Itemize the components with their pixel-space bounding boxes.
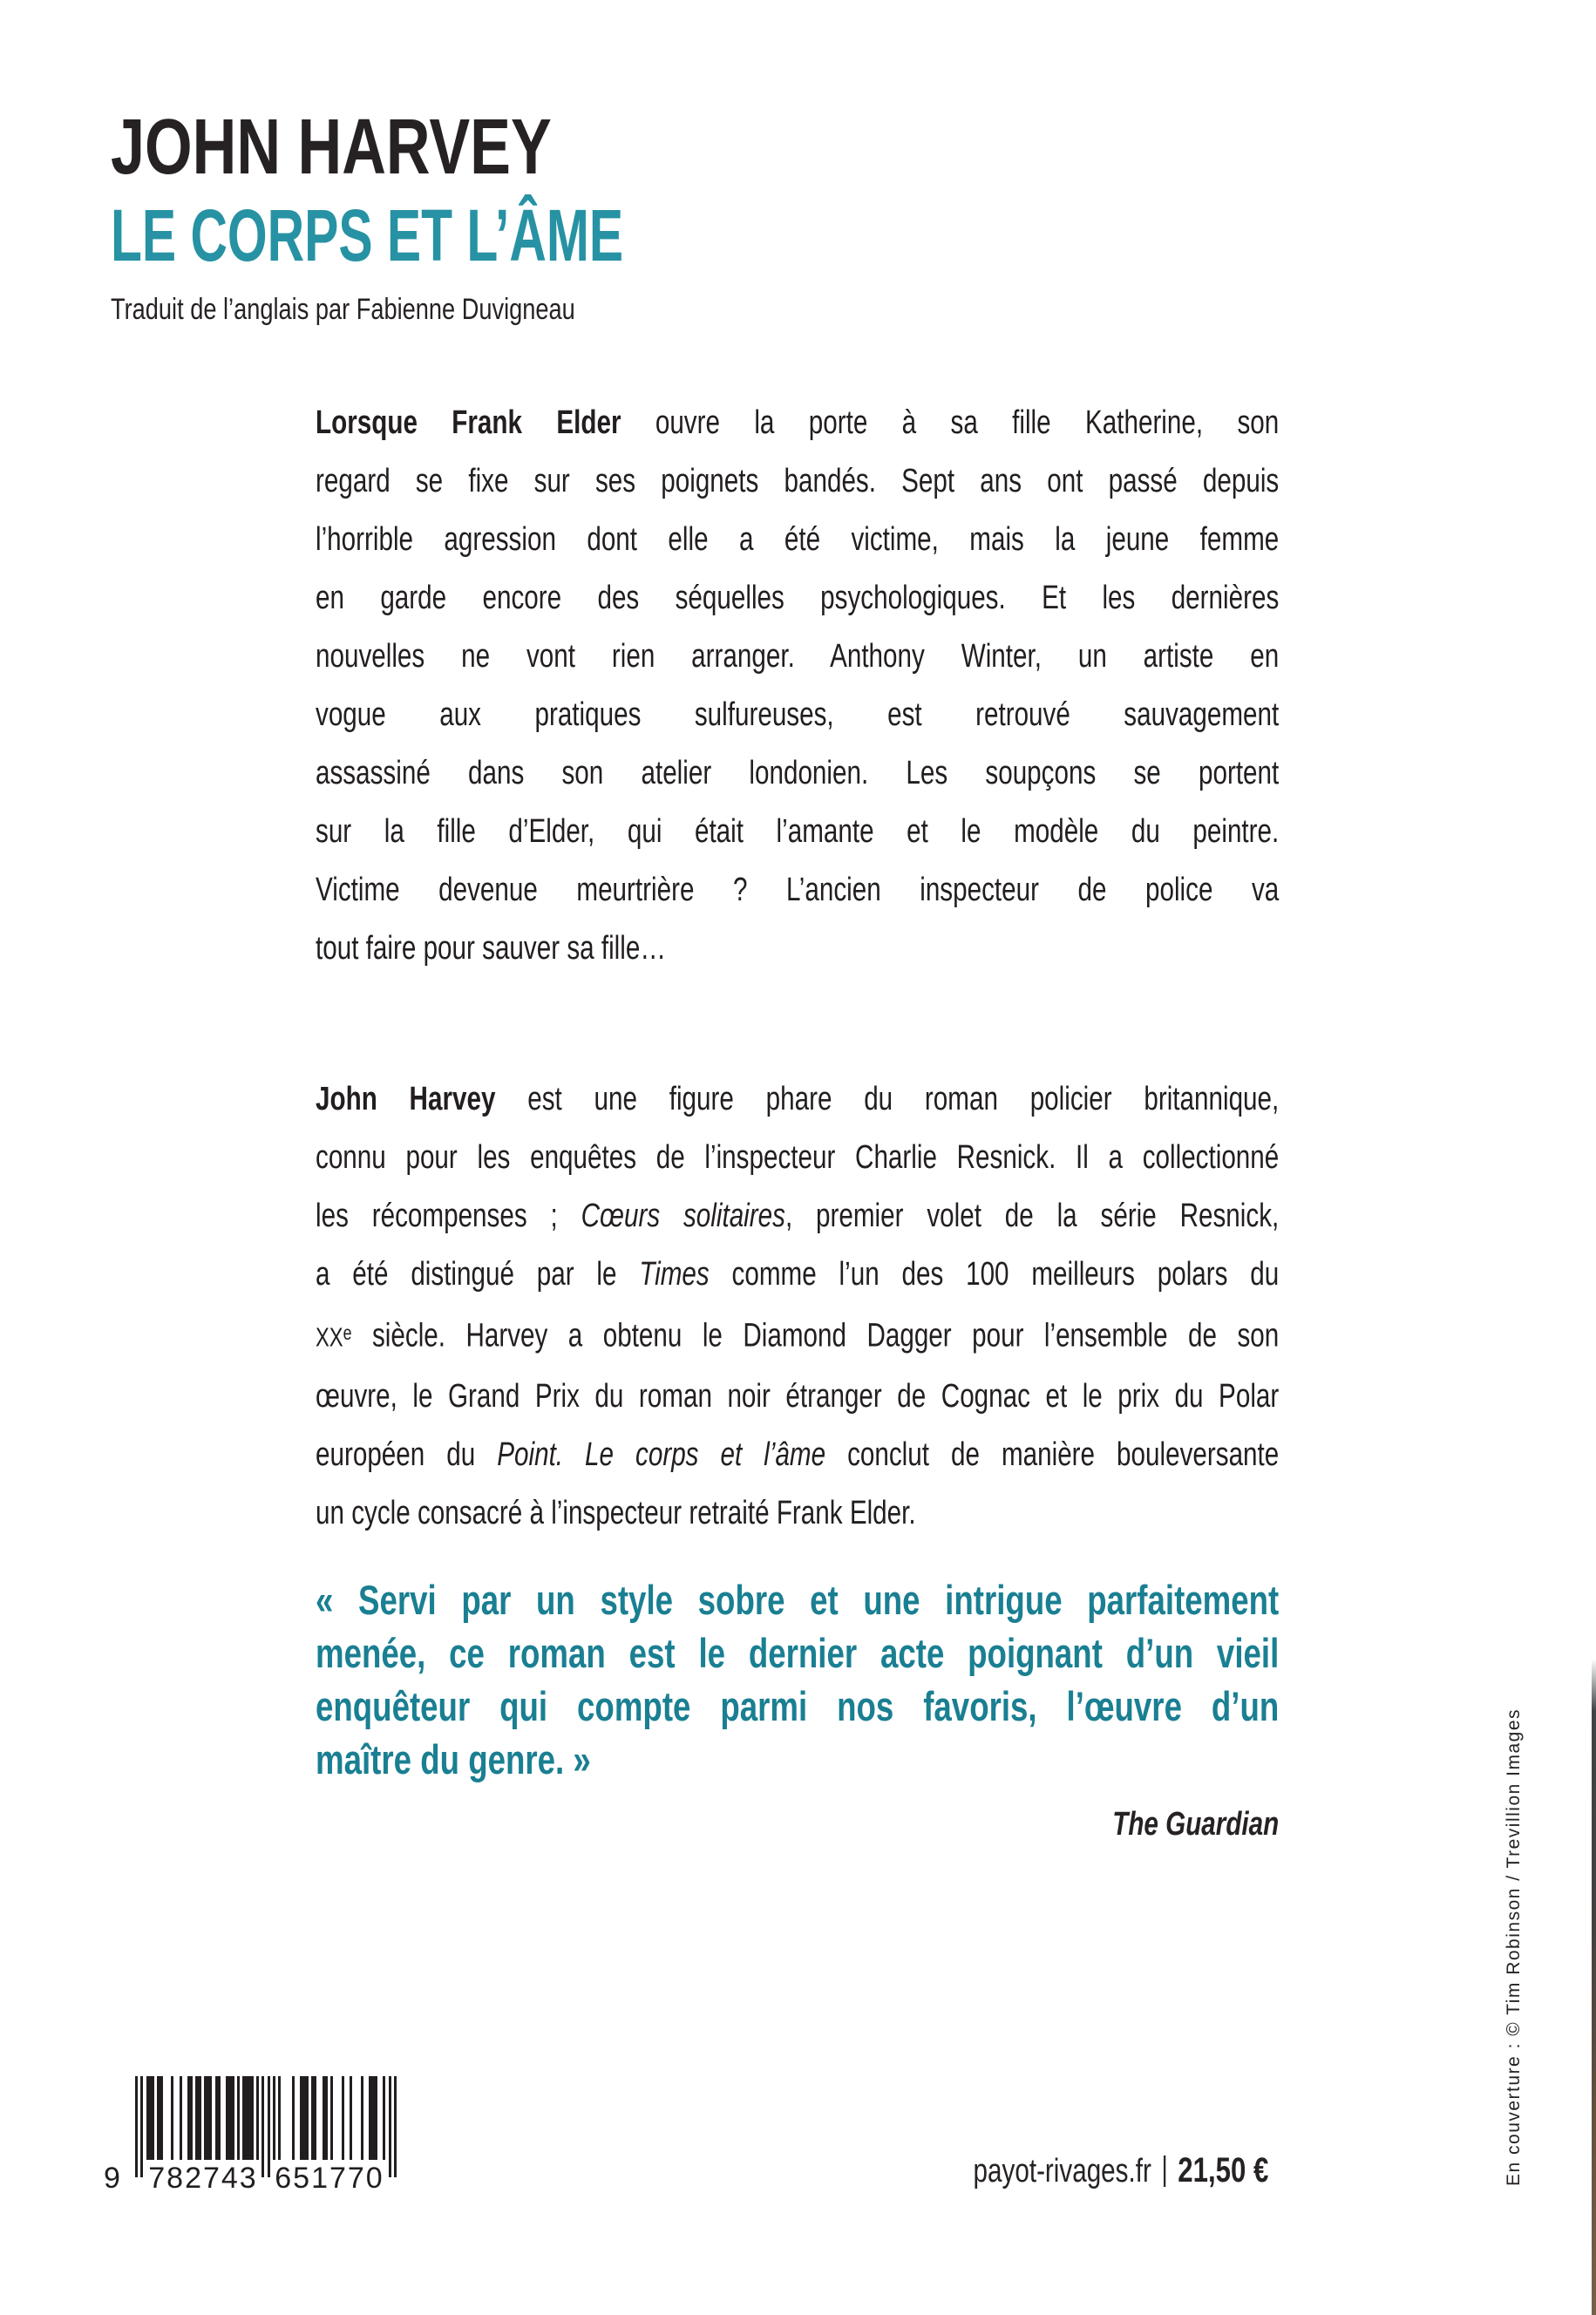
barcode-bar	[237, 2076, 240, 2160]
text-line: assassiné dans son atelier londonien. Les soupçons se portent	[316, 755, 1280, 791]
author-bio-paragraph	[316, 1070, 1279, 1543]
text-line: maître du genre. »	[316, 1736, 591, 1782]
barcode-bar	[383, 2076, 385, 2160]
text-line: les récompenses ; Cœurs solitaires, premier volet de la série Resnick,	[316, 1198, 1280, 1234]
cover-photo-credit: En couverture : © Tim Robinson / Trevillion Images	[1504, 1707, 1524, 2186]
text-line: européen du Point. Le corps et l’âme conclut de manière bouleversante	[316, 1436, 1280, 1473]
book-title: LE CORPS ET L’ÂME	[111, 194, 624, 276]
barcode-bar	[311, 2076, 316, 2160]
quote-attribution: The Guardian	[1112, 1806, 1280, 1843]
barcode	[104, 2076, 397, 2198]
text-line: vogue aux pratiques sulfureuses, est retrouvé sauvagement	[316, 696, 1280, 733]
synopsis-paragraph	[316, 394, 1279, 978]
text-line: XXe siècle. Harvey a obtenu le Diamond Dagger pour l’ensemble de son	[316, 1317, 1280, 1354]
barcode-bar	[323, 2076, 328, 2160]
text-line: Lorsque Frank Elder ouvre la porte à sa fille Katherine, son	[316, 404, 1280, 441]
text-line: menée, ce roman est le dernier acte poignant d’un vieil	[316, 1630, 1280, 1676]
barcode-bar	[195, 2076, 200, 2160]
barcode-bar	[268, 2076, 270, 2177]
barcode-bar	[140, 2076, 143, 2177]
barcode-bar	[389, 2076, 391, 2177]
barcode-bar	[292, 2076, 295, 2160]
text-line: enquêteur qui compte parmi nos favoris, l’œuvre d’un	[316, 1683, 1280, 1729]
barcode-bar	[361, 2076, 363, 2160]
barcode-bar	[256, 2076, 259, 2160]
text-line: un cycle consacré à l’inspecteur retraité Frank Elder.	[316, 1494, 916, 1531]
barcode-bar	[350, 2076, 352, 2160]
barcode-bar	[300, 2076, 308, 2160]
text-line: Victime devenue meurtrière ? L’ancien inspecteur de police va	[316, 872, 1280, 908]
text-line: regard se fixe sur ses poignets bandés. Sept ans ont passé depuis	[316, 463, 1280, 499]
text-line: John Harvey est une figure phare du roman policier britannique,	[316, 1081, 1280, 1117]
scan-edge-artifact	[1592, 1659, 1596, 2315]
barcode-bar	[187, 2076, 193, 2160]
text-line: en garde encore des séquelles psychologiques. Et les dernières	[316, 580, 1280, 616]
text-line: nouvelles ne vont rien arranger. Anthony Winter, un artiste en	[316, 638, 1280, 675]
translation-credit: Traduit de l’anglais par Fabienne Duvigneau	[111, 293, 575, 326]
text-line: connu pour les enquêtes de l’inspecteur Charlie Resnick. Il a collectionné	[316, 1139, 1280, 1176]
barcode-bar	[342, 2076, 344, 2160]
author-name: JOHN HARVEY	[111, 104, 552, 191]
barcode-bar	[204, 2076, 212, 2160]
barcode-bar	[215, 2076, 221, 2160]
barcode-digit-group-left: 782743	[148, 2162, 258, 2195]
barcode-bar	[330, 2076, 333, 2160]
barcode-bar	[369, 2076, 377, 2160]
press-quote	[316, 1573, 1279, 1786]
barcode-bar	[135, 2076, 138, 2177]
text-line: sur la fille d’Elder, qui était l’amante et le modèle du peintre.	[316, 813, 1280, 850]
footer-line	[973, 2151, 1268, 2190]
barcode-bar	[394, 2076, 397, 2177]
footer-separator	[1164, 2155, 1165, 2187]
text-line: l’horrible agression dont elle a été victime, mais la jeune femme	[316, 521, 1280, 558]
barcode-digit-group-right: 651770	[275, 2162, 384, 2195]
barcode-bar	[157, 2076, 162, 2160]
barcode-bar	[273, 2076, 275, 2160]
barcode-bar	[146, 2076, 154, 2160]
price: 21,50 €	[1177, 2151, 1268, 2189]
barcode-digit-lead: 9	[104, 2162, 120, 2195]
barcode-bar	[226, 2076, 234, 2160]
text-line: tout faire pour sauver sa fille…	[316, 930, 666, 967]
text-line: a été distingué par le Times comme l’un des 100 meilleurs polars du	[316, 1256, 1280, 1293]
text-line: « Servi par un style sobre et une intrigue parfaitement	[316, 1577, 1280, 1623]
barcode-bar	[278, 2076, 281, 2160]
publisher-website: payot-rivages.fr	[973, 2153, 1151, 2189]
barcode-bar	[171, 2076, 173, 2160]
text-line: œuvre, le Grand Prix du roman noir étranger de Cognac et le prix du Polar	[316, 1377, 1280, 1415]
barcode-bar	[242, 2076, 254, 2160]
barcode-bar	[180, 2076, 182, 2160]
barcode-bar	[261, 2076, 264, 2177]
